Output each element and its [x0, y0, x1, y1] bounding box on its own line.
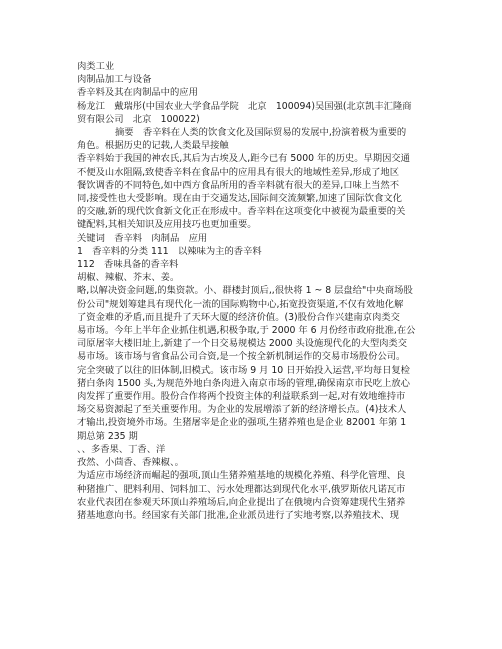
- body-line: 农业代表团在参观天环顶山养殖场后,向企业提出了在俄境内合资筹建现代生猪养: [77, 496, 406, 508]
- body-line: 不便及山水阻隔,致使香辛料在食品中的应用具有很大的地域性差异,形成了地区: [77, 166, 400, 178]
- issue-info: 期总第 235 期: [77, 430, 138, 442]
- abstract-line: 摘要 香辛料在人类的饮食文化及国际贸易的发展中,扮演着极为重要的: [115, 127, 407, 139]
- body-line: 餐饮调香的不同特色,如中西方食品所用的香辛料就有很大的差异,口味上当然不: [77, 179, 400, 191]
- body-line: 种猪推广、肥料利用、饲料加工、污水处理都达到现代化水平,俄罗斯依凡诺瓦市: [77, 483, 406, 495]
- body-line: 为适应市场经济而崛起的强项,顶山生猪养殖基地的规模化养殖、科学化管理、良: [77, 470, 406, 482]
- body-line: 略,以解决资金问题,的集资款。小、群楼封顶后,,很快将 1 ~ 8 层盘给"中央商场股: [77, 285, 413, 297]
- body-line: 肉发挥了重要作用。股份合作将两个投资主体的利益联系到一起,对有效地维持市: [77, 391, 406, 403]
- body-line: 司原屠宰大楼旧址上,新建了一个日交易规模达 2000 头设施现代化的大型肉类交: [77, 338, 408, 350]
- body-line: 键配料,其相关知识及应用技巧也更加重要。: [77, 219, 257, 231]
- body-line: 场交易资源起了至关重要作用。为企业的发展增添了新的经济增长点。(4)技术人: [77, 404, 407, 416]
- spice-list: 、、多香果、丁香、洋: [77, 443, 166, 455]
- spice-list: 孜然、小茴香、香辣椒、。: [77, 457, 184, 469]
- article-title: 香辛料及其在肉制品中的应用: [77, 87, 198, 99]
- body-line: 香辛料始于我国的神农氏,其后为古埃及人,距今已有 5000 年的历史。早期因交通: [77, 153, 410, 165]
- heading-aroma-spices: 112 香味具备的香辛料: [77, 259, 179, 271]
- subsection-category: 肉制品加工与设备: [77, 74, 152, 86]
- body-line: 完全突破了以往的旧体制,旧模式。该市场 9 月 10 日开始投入运营,平均每日复检: [77, 364, 410, 376]
- body-line: 猪白条肉 1500 头,为规范外地白条肉进入南京市场的管理,确保南京市民吃上放心: [77, 377, 410, 389]
- authors-line-cont: 贸有限公司 北京 100022): [77, 113, 200, 125]
- body-line: 同,接受性也大受影响。现在由于交通发达,国际间交流频繁,加速了国际饮食文化: [77, 193, 402, 205]
- abstract-line: 角色。根据历史的记载,人类最早接触: [77, 140, 229, 152]
- section-category: 肉类工业: [77, 61, 115, 72]
- body-line: 猪基地意向书。经国家有关部门批准,企业派员进行了实地考察,以养殖技术、现: [77, 509, 400, 521]
- body-line: 易市场。今年上半年企业抓住机遇,积极争取,于 2000 年 6 月份经市政府批准,在公: [77, 325, 416, 337]
- heading-classification: 1 香辛料的分类 111 以辣味为主的香辛料: [77, 245, 262, 257]
- body-line: 的交融,新的现代饮食新文化正在形成中。香辛料在这项变化中被视为最重要的关: [77, 206, 406, 218]
- spice-list: 胡椒、辣椒、芥末、姜。: [77, 272, 180, 284]
- keywords-line: 关键词 香辛料 肉制品 应用: [77, 232, 208, 244]
- body-line: 份公司"规划筹建具有现代化一流的国际购物中心,拓宽投资渠道,不仅有效地化解: [77, 298, 404, 310]
- body-line: 才输出,投资境外市场。生猪屠宰是企业的强项,生猪养殖也是企业 82001 年第 1: [77, 417, 407, 429]
- authors-line: 杨龙江 戴瑞彤(中国农业大学食品学院 北京 100094)吴国强(北京凯丰汇隆商: [77, 100, 412, 112]
- body-line: 易市场。该市场与省食品公司合资,是一个按全新机制运作的交易市场股份公司。: [77, 351, 406, 363]
- body-line: 了资金难的矛盾,而且提升了天环大厦的经济价值。(3)股份合作兴建南京肉类交: [77, 311, 400, 323]
